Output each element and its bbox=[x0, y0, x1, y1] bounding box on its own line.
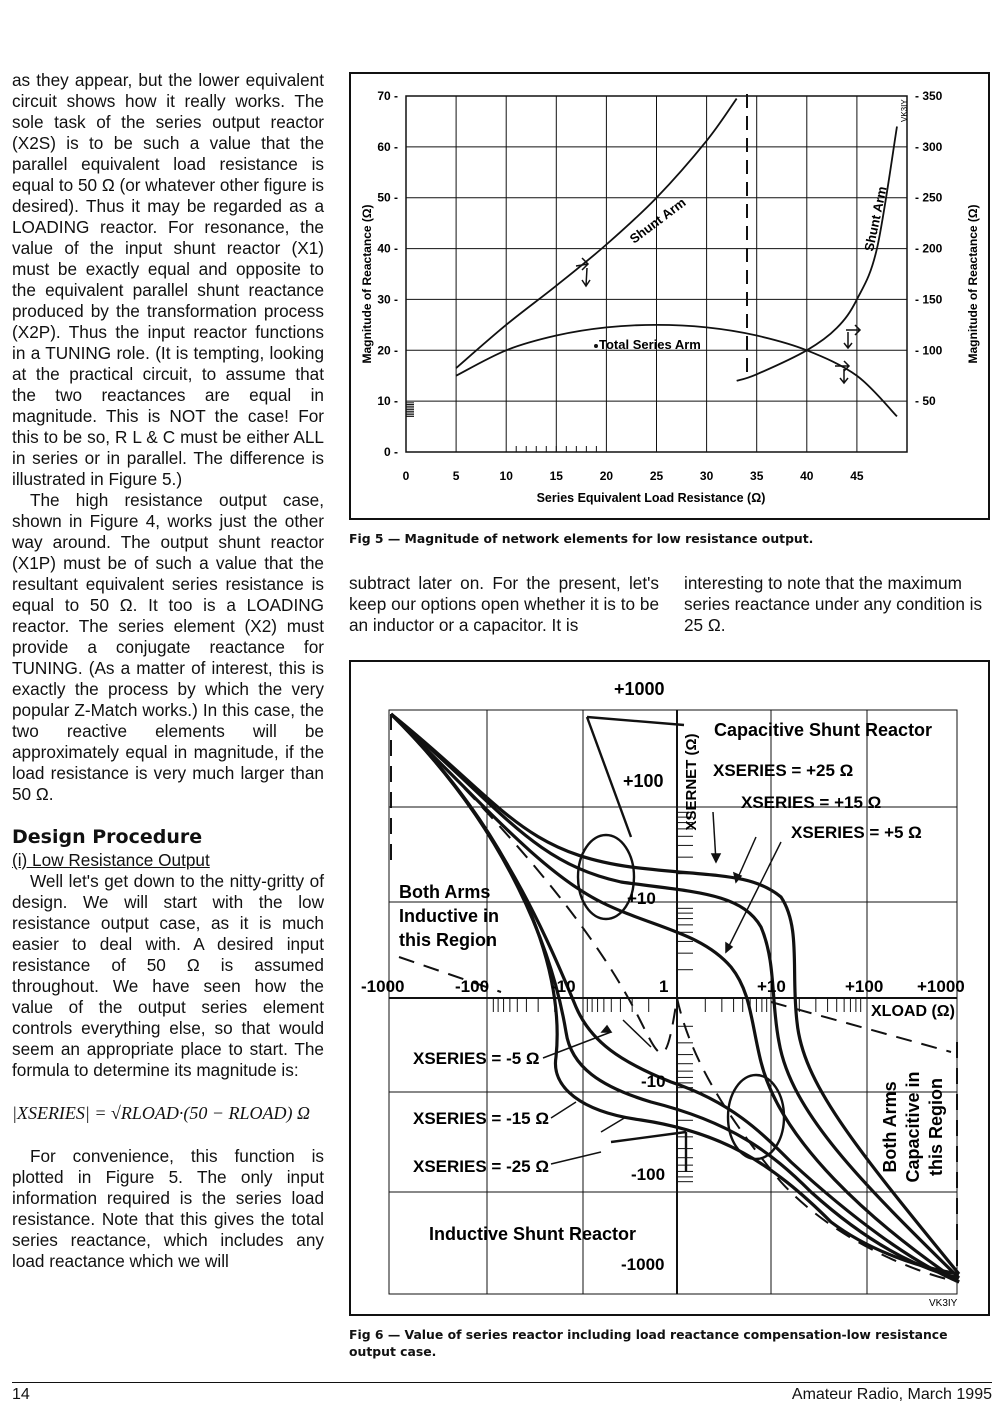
fig6-both-ind-2: Inductive in bbox=[399, 906, 500, 926]
fig5-y-tick-left: 50 - bbox=[377, 190, 398, 205]
fig6-x-10: +10 bbox=[757, 977, 786, 996]
fig5-grid bbox=[406, 96, 907, 452]
fig5-y-tick-left: 0 - bbox=[383, 445, 398, 459]
section-heading: Design Procedure bbox=[12, 826, 203, 848]
fig5-y-tick-right: - 50 bbox=[915, 394, 936, 409]
fig6-xs-p5: XSERIES = +5 Ω bbox=[791, 823, 922, 842]
fig6-y-m1000: -1000 bbox=[621, 1255, 665, 1274]
fig5-y-tick-right: - 100 bbox=[915, 343, 943, 358]
fig5-series-line-1 bbox=[456, 99, 737, 369]
fig6-both-cap-3: this Region bbox=[926, 1078, 946, 1176]
fig5-x-tick: 0 bbox=[402, 469, 410, 483]
fig6-y-top: +1000 bbox=[614, 679, 665, 699]
fig6-x-1: 1 bbox=[659, 977, 669, 996]
paragraph-1: as they appear, but the lower equivalent circuit shows how it really works. The sole task of the series output reactor (X2S) is to be such a value that the parallel equivalent load resistance is equal to 50 Ω (or whatever other figure is desired). Thus it may be regarded as a LOADING reactor. For resonance, the value of the input shunt reactor (X1) must be exactly equal and opposite to the equivalent parallel shunt reactance produced by the transformation process (X2P). Thus the input reactor functions in a TUNING role. (It is tempting, looking at the practical circuit, to assume that the two reactances are equal in magnitude. This is NOT the case! For this to be so, R L & C must be either ALL in series or in parallel. The difference is illustrated in Figure 5.) bbox=[12, 70, 324, 489]
fig5-x-tick: 40 bbox=[800, 469, 814, 483]
fig6-frame bbox=[349, 660, 990, 1316]
fig5-x-tick: 15 bbox=[549, 469, 563, 483]
fig6-x-m1000: -1000 bbox=[361, 977, 405, 996]
fig6-xload: XLOAD (Ω) bbox=[871, 1003, 955, 1020]
fig6-xs-m5: XSERIES = -5 Ω bbox=[413, 1049, 540, 1068]
fig6-loops bbox=[578, 717, 784, 1172]
fig5-frame bbox=[349, 72, 990, 520]
fig5-chart bbox=[351, 74, 988, 518]
paragraph-3: Well let's get down to the nitty-gritty of design. We will start with the low resistance output case, as it is much easier to deal with. A desired input resistance of 50 Ω is assumed throughout. We have seen how the value of the output series element controls everything else, so that would seem an appropriate place to start. The formula to determine its magnitude is: bbox=[12, 871, 324, 1080]
left-column bbox=[12, 70, 324, 1272]
fig6-both-ind-3: this Region bbox=[399, 930, 497, 950]
fig5-y-tick-left: 60 - bbox=[377, 139, 398, 154]
fig5-x-tick: 10 bbox=[499, 469, 513, 483]
formula: |XSERIES| = √RLOAD·(50 − RLOAD) Ω bbox=[12, 1103, 311, 1123]
fig6-y-10: +10 bbox=[627, 889, 656, 908]
fig6-xs-p25: XSERIES = +25 Ω bbox=[713, 761, 854, 780]
fig6-caption: Fig 6 — Value of series reactor including load reactance compensation-low resistance output case. bbox=[349, 1327, 948, 1359]
fig6-cap-shunt: Capacitive Shunt Reactor bbox=[714, 720, 933, 740]
fig6-xs-p15: XSERIES = +15 Ω bbox=[741, 793, 882, 812]
fig6-y-m10: -10 bbox=[641, 1072, 666, 1091]
fig6-y-m100: -100 bbox=[631, 1165, 666, 1184]
fig5-y-tick-left: 70 - bbox=[377, 89, 398, 103]
fig6-ind-shunt: Inductive Shunt Reactor bbox=[429, 1224, 637, 1244]
footer-rule bbox=[12, 1382, 992, 1383]
fig5-x-tick: 5 bbox=[452, 469, 460, 483]
middle-text-a: subtract later on. For the present, let's keep our options open whether it is to be an inductor or a capacitor. It is bbox=[349, 573, 659, 635]
fig6-credit: VK3IY bbox=[929, 1298, 958, 1309]
fig6-chart bbox=[351, 662, 988, 1314]
fig5-y-tick-right: - 250 bbox=[915, 190, 943, 205]
fig5-credit: VK3IY bbox=[900, 99, 909, 122]
fig5-x-tick: 30 bbox=[699, 469, 714, 483]
fig6-xs-m15: XSERIES = -15 Ω bbox=[413, 1109, 549, 1128]
fig5-x-tick: 25 bbox=[649, 469, 664, 483]
fig5-label-shunt-left: Shunt Arm bbox=[626, 194, 689, 247]
middle-text-b: interesting to note that the maximum series reactance under any condition is 25 Ω. bbox=[684, 573, 983, 635]
paragraph-4: For convenience, this function is plotted in Figure 5. The only input information required is the series load resistance. Note that this gives the total series reactance, which includes any load reactance which we will bbox=[12, 1146, 324, 1271]
fig5-label-total: Total Series Arm bbox=[599, 337, 701, 352]
fig6-both-cap-2: Capacitive in bbox=[903, 1071, 923, 1183]
fig5-y-tick-right: - 350 bbox=[915, 89, 943, 103]
fig5-label-shunt-right: Shunt Arm bbox=[861, 184, 890, 253]
fig5-y-label-right: Magnitude of Reactance (Ω) bbox=[966, 204, 980, 364]
fig5-y-tick-left: 20 - bbox=[377, 343, 398, 358]
fig6-xs-m25: XSERIES = -25 Ω bbox=[413, 1157, 549, 1176]
fig6-y-axis-label: XSERNET (Ω) bbox=[683, 733, 700, 831]
fig5-y-tick-right: - 300 bbox=[915, 139, 943, 154]
fig6-x-m10: -10 bbox=[551, 977, 576, 996]
fig6-both-cap-1: Both Arms bbox=[880, 1081, 900, 1173]
fig6-x-m100: -100 bbox=[455, 977, 490, 996]
fig6-both-ind-1: Both Arms bbox=[399, 882, 491, 902]
fig5-ticks bbox=[377, 89, 942, 483]
paragraph-2: The high resistance output case, shown in Figure 4, works just the other way around. The output shunt reactor (X1P) must be of such a value that the resultant equivalent series resistance is equal to 50 Ω. It too is a LOADING reactor. The series element (X2) must provide a conjugate reactance for TUNING. (As a matter of interest, this is exactly the process by which the very popular Z-Match works.) In this case, the two reactive elements will be approximately equal in magnitude, if the load resistance is very much larger than 50 Ω. bbox=[12, 490, 324, 804]
fig6-y-100: +100 bbox=[623, 771, 664, 791]
subheading: (i) Low Resistance Output bbox=[12, 850, 210, 870]
fig5-caption: Fig 5 — Magnitude of network elements for low resistance output. bbox=[349, 531, 814, 546]
fig5-y-tick-left: 40 - bbox=[377, 241, 398, 256]
fig5-x-label: Series Equivalent Load Resistance (Ω) bbox=[536, 491, 766, 505]
fig5-y-label-left: Magnitude of Reactance (Ω) bbox=[360, 204, 374, 364]
fig5-y-tick-right: - 200 bbox=[915, 241, 943, 256]
fig5-series bbox=[456, 99, 897, 417]
fig5-y-tick-left: 30 - bbox=[377, 292, 398, 307]
fig6-x-1000: +1000 bbox=[917, 977, 965, 996]
fig5-x-tick: 45 bbox=[850, 469, 864, 483]
fig5-series-line-2 bbox=[737, 127, 897, 381]
fig5-total-dot bbox=[594, 344, 598, 348]
fig5-x-tick: 35 bbox=[750, 469, 764, 483]
fig5-y-tick-right: - 150 bbox=[915, 292, 943, 307]
fig5-x-tick: 20 bbox=[599, 469, 614, 483]
page-number: 14 bbox=[12, 1386, 30, 1403]
fig5-y-tick-left: 10 - bbox=[377, 394, 398, 409]
fig5-arrows bbox=[576, 258, 860, 383]
fig6-x-100: +100 bbox=[845, 977, 884, 996]
magazine-name: Amateur Radio, March 1995 bbox=[791, 1386, 992, 1403]
